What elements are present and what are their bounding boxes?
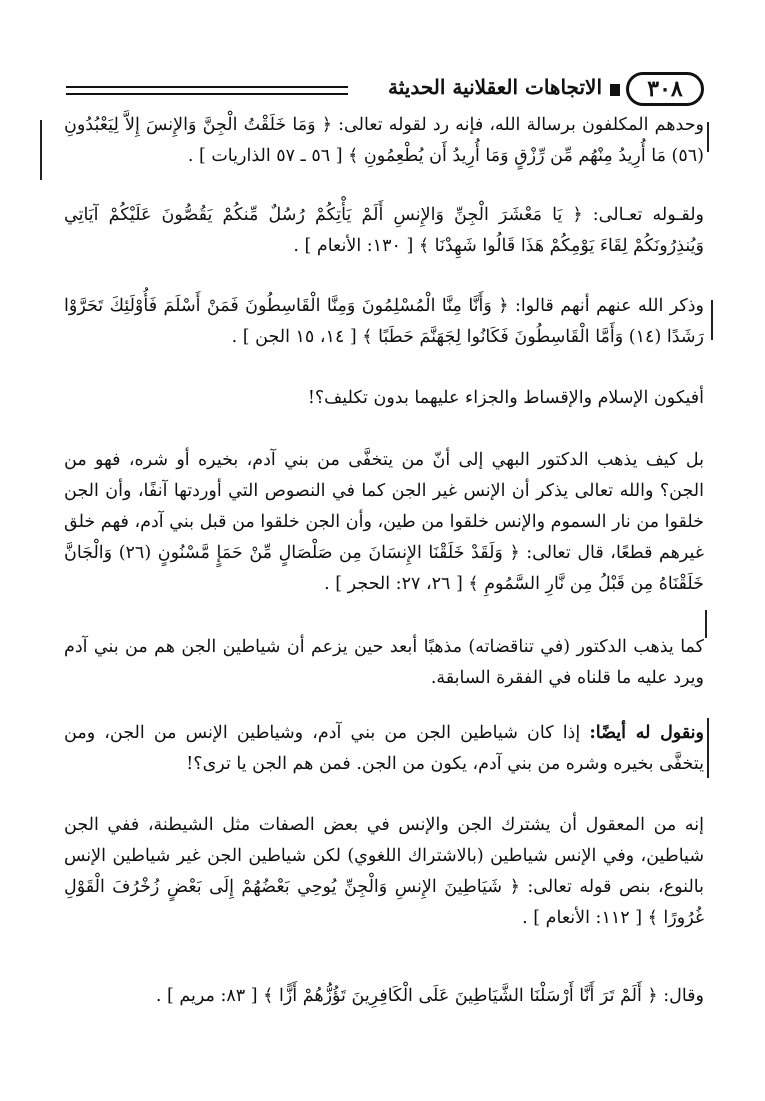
paragraph-3: وذكر الله عنهم أنهم قالوا: ﴿ وَأَنَّا مِنَّا الْمُسْلِمُونَ وَمِنَّا الْقَاسِطُونَ فَمَنْ أَسْلَمَ فَأُوْلَئِكَ تَحَرَّوْا رَشَدًا (١٤) وَأَمَّا الْقَاسِطُونَ فَكَانُوا لِجَهَنَّمَ حَطَبًا ﴾ [ ١٤، ١٥ الجن ] . [64,296,705,347]
margin-mark [707,122,709,152]
paragraph-9: وقال: ﴿ أَلَمْ تَرَ أَنَّا أَرْسَلْنَا الشَّيَاطِينَ عَلَى الْكَافِرِينَ تَؤُزُّهُمْ أَزًّا ﴾ [ ٨٣: مريم ] . [155,986,704,1006]
header-title: الاتجاهات العقلانية الحديثة [388,75,602,99]
paragraph-7 [64,718,704,780]
paragraph-7-lead: ونقول له أيضًا: [589,723,705,743]
paragraph-6: كما يذهب الدكتور (في تناقضاته) مذهبًا أبعد حين يزعم أن شياطين الجن هم من بني آدم ويرد عليه ما قلناه في الفقرة السابقة. [64,637,704,688]
header-rule [66,86,348,95]
margin-mark [711,300,713,340]
paragraph-4: أفيكون الإسلام والإقساط والجزاء عليهما بدون تكليف؟! [307,388,704,408]
paragraph-7-rest: إذا كان شياطين الجن من بني آدم، وشياطين الإنس من الجن، ومن يتخفَّى بخيره وشره من بني آدم، يكون من الجن. فمن هم الجن يا ترى؟! [64,723,704,774]
page-number-badge [626,72,704,106]
paragraph-2: ولقـوله تعـالى: ﴿ يَا مَعْشَرَ الْجِنِّ وَالإِنسِ أَلَمْ يَأْتِكُمْ رُسُلٌ مِّنكُمْ يَقُصُّونَ عَلَيْكُمْ آيَاتِي وَيُنذِرُونَكُمْ لِقَاءَ يَوْمِكُمْ هَذَا قَالُوا شَهِدْنَا ﴾ [ ١٣٠: الأنعام ] . [64,205,704,256]
header-square-ornament [610,84,620,96]
margin-mark [705,610,707,638]
page-number: ٣٠٨ [647,76,683,102]
margin-mark [707,718,709,778]
paragraph-8: إنه من المعقول أن يشترك الجن والإنس في بعض الصفات مثل الشيطنة، ففي الجن شياطين، وفي الإنس شياطين (بالاشتراك اللغوي) لكن شياطين الجن غير شياطين الإنس بالنوع، بنص قوله تعالى: ﴿ شَيَاطِينَ الإِنسِ وَالْجِنِّ يُوحِي بَعْضُهُمْ إِلَى بَعْضٍ زُخْرُفَ الْقَوْلِ غُرُورًا ﴾ [ ١١٢: الأنعام ] . [64,815,704,928]
paragraph-1: وحدهم المكلفون برسالة الله، فإنه رد لقوله تعالى: ﴿ وَمَا خَلَقْتُ الْجِنَّ وَالإِنسَ إِلاَّ لِيَعْبُدُونِ (٥٦) مَا أُرِيدُ مِنْهُم مِّن رِّزْقٍ وَمَا أُرِيدُ أَن يُطْعِمُونِ ﴾ [ ٥٦ ـ ٥٧ الذاريات ] . [64,115,704,166]
paragraph-5: بل كيف يذهب الدكتور البهي إلى أنّ من يتخفَّى من بني آدم، بخيره أو شره، فهو من الجن؟ والله تعالى يذكر أن الإنس غير الجن كما في النصوص التي أوردتها آنفًا، وأن الجن خلقوا من نار السموم والإنس خلقوا من طين، وأن الجن خلقوا من قبل بني آدم، فهم خلق غيرهم قطعًا، قال تعالى: ﴿ وَلَقَدْ خَلَقْنَا الإِنسَانَ مِن صَلْصَالٍ مِّنْ حَمَإٍ مَّسْنُونٍ (٢٦) وَالْجَانَّ خَلَقْنَاهُ مِن قَبْلُ مِن نَّارِ السَّمُومِ ﴾ [ ٢٦، ٢٧: الحجر ] . [64,450,704,594]
running-header [66,70,704,110]
margin-mark [40,120,42,180]
